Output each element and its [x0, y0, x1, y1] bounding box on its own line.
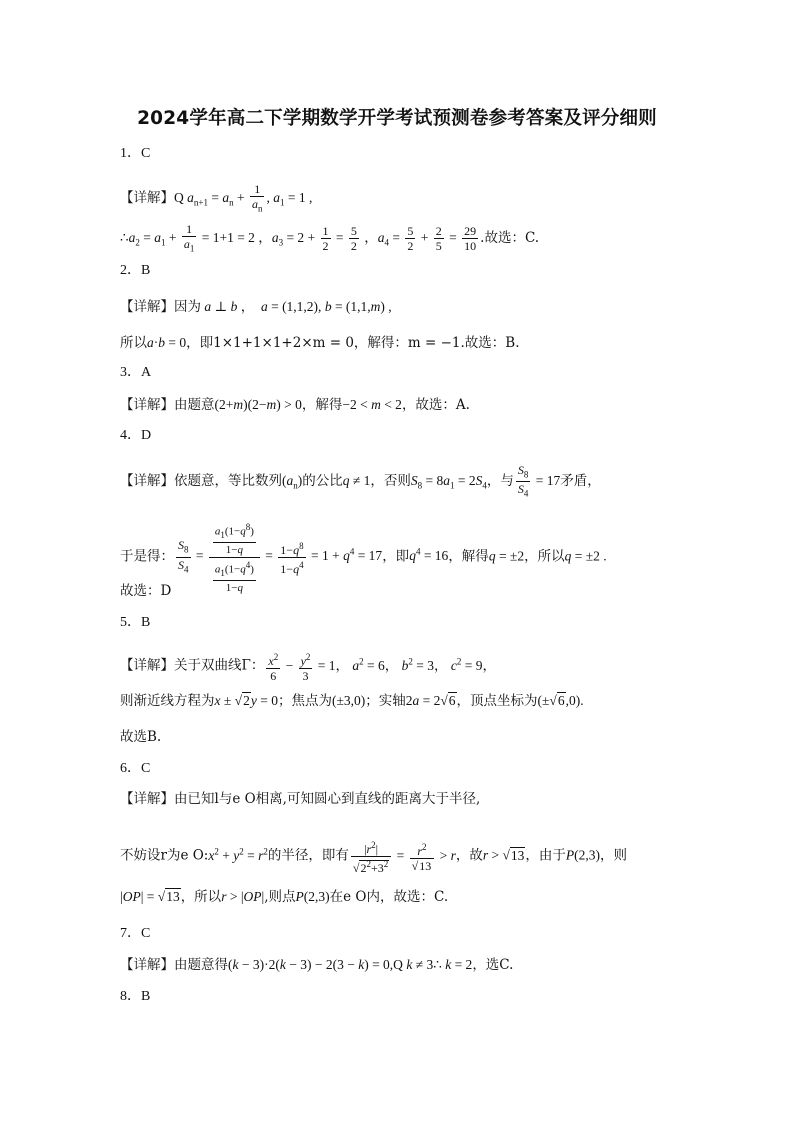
answer-1: 1．C — [120, 146, 151, 161]
q2-solution-line-2: 所以a·b = 0，即1×1+1×1+2×m = 0，解得：m = −1.故选：B. — [120, 335, 520, 351]
answer-2: 2．B — [120, 263, 151, 278]
q6-solution-line-2: 不妨设r为e $O:x^2 + y^2 = r^2$的半径，即有 $\frac{|r^2|}{√2^2+3^2}$ = $\frac{r^2}{√13}$ > r，故r > √13，由于P(2,3)，则 — [120, 840, 628, 875]
q5-solution-line-1: 【详解】关于双曲线Γ： $\frac{x^2}{6}$ − $\frac{y^2}{3}$ = 1， $a^2 = 6$， $b^2 = 3$， $c^2 = 9$， — [120, 652, 497, 683]
answer-8: 8．B — [120, 989, 151, 1004]
answer-5: 5．B — [120, 615, 151, 630]
answer-7: 7．C — [120, 926, 151, 941]
q7-solution-line-1: 【详解】由题意得(k − 3)·2(k − 3) − 2(3 − k) = 0,Q k ≠ 3∴ k = 2，选C. — [120, 957, 514, 973]
q6-solution-line-1: 【详解】由已知l与e O相离,可知圆心到直线的距离大于半径, — [120, 791, 481, 807]
q2-solution-line-1: 【详解】因为 a ⊥ b ， a = (1,1,2), b = (1,1,m) , — [120, 299, 392, 315]
q5-solution-line-3: 故选B. — [120, 729, 162, 745]
answer-6: 6．C — [120, 761, 151, 776]
q4-solution-line-2: 于是得： $\frac{S_8}{S_4}$ = $\frac{\frac{a_1(1-q^8)}{1-q}}{\frac{a_1(1-q^4)}{1-q}}$ = $\frac{1-q^8}{1-q^4}$ = $1 + q^4 = 17$，即$q^4 = 16$，解得q = ±2，所以q = ±2 . — [120, 522, 607, 594]
q5-solution-line-2: 则渐近线方程为x ± √2y = 0；焦点为(±3,0)；实轴2a = 2√6，顶点坐标为(±√6,0). — [120, 693, 584, 709]
page-title: 2024学年高二下学期数学开学考试预测卷参考答案及评分细则 — [137, 108, 657, 129]
q4-solution-line-1: 【详解】依题意，等比数列$(a_n)$的公比q ≠ 1，否则$S_8 = 8a_1 = 2S_4$，与 $\frac{S_8}{S_4}$ = 17矛盾， — [120, 463, 601, 499]
solution-label: 【详解】 — [120, 189, 174, 206]
q1-solution-line-1: 【详解】Q $a_{n+1} = a_n$ + $\frac{1}{a_n}$ , $a_1 = 1$ , — [120, 182, 313, 214]
q4-solution-line-3: 故选：D — [120, 583, 172, 599]
q6-solution-line-3: |OP| = √13，所以r > |OP|,则点P(2,3)在e O内，故选：C. — [120, 889, 449, 905]
answer-4: 4．D — [120, 428, 152, 443]
answer-3: 3．A — [120, 365, 152, 380]
q3-solution-line-1: 【详解】由题意(2+m)(2−m) > 0，解得−2 < m < 2，故选：A. — [120, 397, 470, 413]
q1-solution-line-2: $\therefore a_2 = a_1$ + $\frac{1}{a_1}$ = 1+1 = 2 ，$a_3 = 2$ + $\frac{1}{2}$ = $\frac{5}{2}$ ，$a_4$ = $\frac{5}{2}$ + $\frac{2}{5}$ = $\frac{29}{10}$ .故选：C. — [120, 222, 540, 254]
